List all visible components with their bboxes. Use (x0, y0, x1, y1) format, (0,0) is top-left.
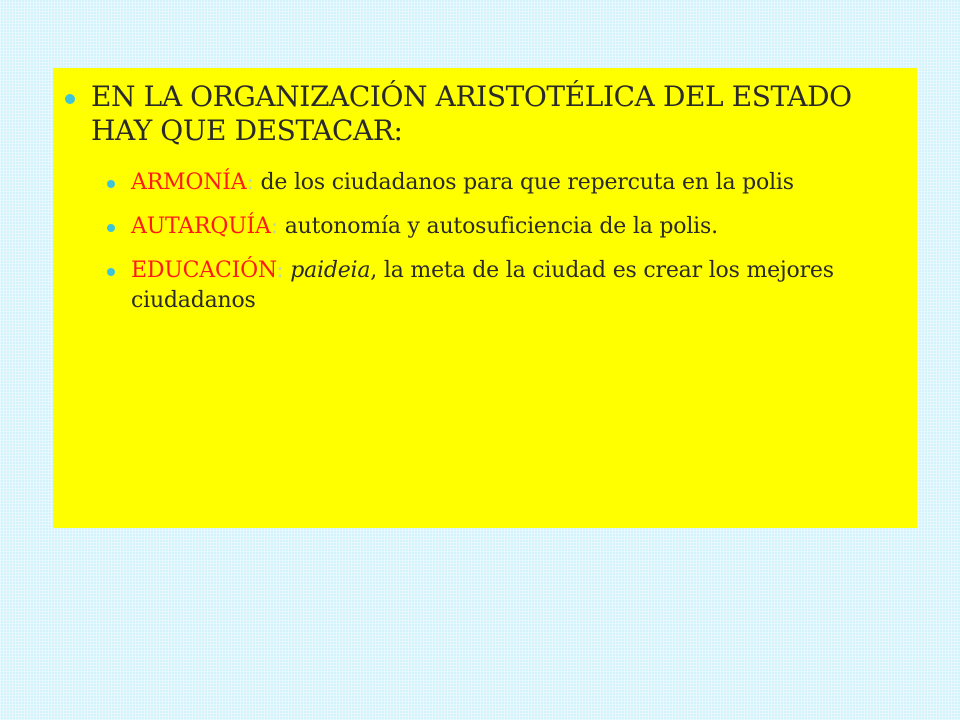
item-text: de los ciudadanos para que repercuta en la polis (253, 170, 794, 195)
term-colon: : (270, 214, 278, 239)
term-label: ARMONÍA (131, 170, 247, 195)
term-label: EDUCACIÓN (131, 258, 277, 283)
list-item-educacion (131, 256, 911, 316)
list-item-armonia (131, 168, 911, 198)
item-text: , la meta de la ciudad es crear los mejores ciudadanos (131, 258, 834, 313)
content-panel (53, 68, 917, 528)
term-label: AUTARQUÍA (131, 214, 271, 239)
term-colon: : (276, 258, 284, 283)
bullet-icon (107, 268, 115, 276)
bullet-icon (107, 224, 115, 232)
italic-term: paideia (290, 258, 371, 283)
term-colon: : (246, 170, 254, 195)
item-text: autonomía y autosuficiencia de la polis. (277, 214, 718, 239)
bullet-icon (65, 94, 75, 104)
heading-text: EN LA ORGANIZACIÓN ARISTOTÉLICA DEL ESTADO HAY QUE DESTACAR: (91, 80, 852, 147)
list-item-autarquia (131, 212, 911, 242)
bullet-icon (107, 180, 115, 188)
main-bullet-item (91, 80, 891, 148)
sub-bullet-list (131, 168, 911, 330)
